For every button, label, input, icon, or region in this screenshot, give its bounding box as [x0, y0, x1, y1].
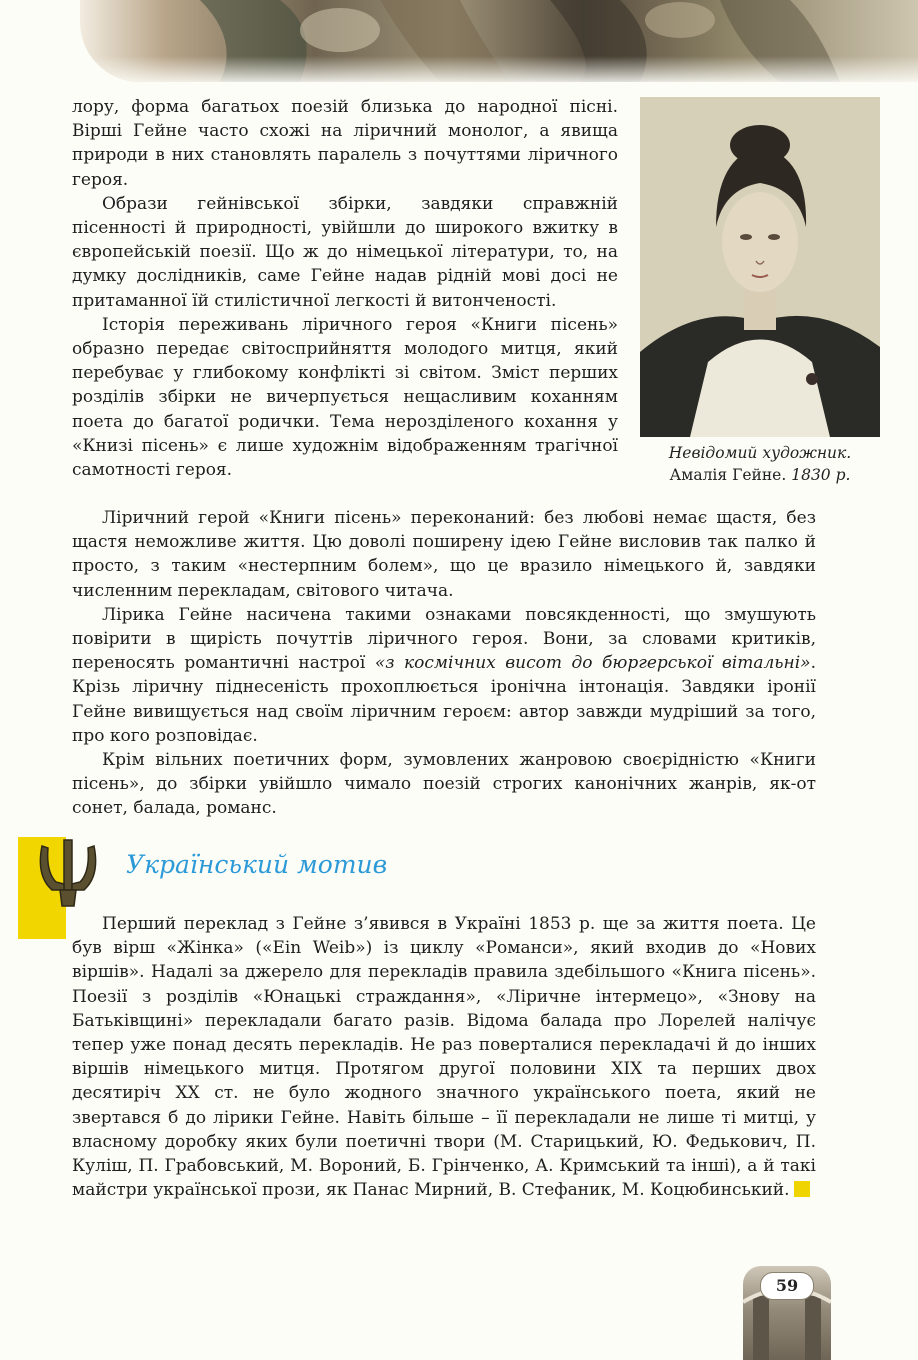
caption-artist: Невідомий художник. — [668, 444, 852, 462]
text-column-beside-image — [72, 95, 618, 482]
quote: «з космічних висот до бюргерської вітальні» — [374, 653, 811, 674]
paragraph-text: Перший переклад з Гейне з’явився в Україні 1853 р. ще за життя поета. Це був вірш «Жінка» («Ein Weib») із циклу «Романси», який входив до «Нових віршів». Надалі за джерело для перекладів правила здебільшого «Книга пісень». Поезії з розділів «Юнацькі страждання», «Ліричне інтермецо», «Знову на Батьківщині» перекладали багато разів. Відома балада про Лорелей налічує тепер уже понад десять перекладів. Не раз поверталися перекладачі й до інших віршів німецького митця. Протягом другої половини XIX та перших двох десятиріч XX ст. не було жодного значного українського поета, який не звертався б до лірики Гейне. Навіть більше – її перекладали не лише ті митці, у власному доробку яких були поетичні твори (М. Старицький, Ю. Федькович, П. Куліш, П. Грабовський, М. Вороний, Б. Грінченко, А. Кримський та інші), а й такі майстри української прози, як Панас Мирний, В. Стефаник, М. Коцюбинський. — [72, 914, 816, 1201]
paragraph-text: . Крізь ліричну піднесеність прохоплюється іронічна інтонація. Завдяки іронії Гейне вивищується над своїм ліричним героєм: автор завжди мудріший за того, про кого розповідає. — [72, 653, 816, 746]
section-title: Український мотив — [126, 850, 388, 879]
trident-icon — [34, 836, 102, 910]
paragraph-text: Лірика Гейне насичена такими ознаками повсякденності, що змушують повірити в щирість почуттів ліричного героя. Вони, за словами критиків, переносять романтичні настрої — [72, 604, 816, 674]
paragraph — [72, 912, 816, 1202]
section-text — [72, 912, 816, 1202]
paragraph: Крім вільних поетичних форм, зумовлених жанровою своєрідністю «Книги пісень», до збірки увійшло чимало поезій строгих канонічних жанрів, як-от сонет, балада, романс. — [72, 750, 816, 819]
paragraph — [72, 603, 816, 748]
header-decorative-image — [80, 0, 918, 82]
caption-title — [632, 464, 888, 486]
paragraph: Ліричний герой «Книги пісень» переконаний: без любові немає щастя, без щастя неможливе життя. Цю доволі поширену ідею Гейне висловив так палко й просто, з таким «нестерпним болем», що це вразило німецького й, завдяки численним перекладам, світового читача. — [72, 508, 816, 601]
paragraph: Історія переживань ліричного героя «Книги пісень» образно передає світосприйняття молодого митця, який перебуває у глибокому конфлікті зі світом. Зміст перших розділів збірки не вичерпується нещасливим коханням поета до багатої родички. Тема нерозділеного кохання у «Книзі пісень» є лише художнім відображенням трагічної самотності героя. — [72, 314, 618, 481]
portrait-caption — [632, 442, 888, 486]
caption-year: 1830 р. — [791, 466, 851, 484]
end-square-icon — [794, 1181, 810, 1197]
paragraph: лору, форма багатьох поезій близька до народної пісні. Вірші Гейне часто схожі на ліричний монолог, а явища природи в них становлять паралель з почуттями ліричного героя. — [72, 97, 618, 190]
page-number: 59 — [760, 1272, 814, 1300]
main-text — [72, 506, 816, 821]
caption-name: Амалія Гейне. — [669, 466, 787, 484]
portrait-image — [640, 97, 880, 437]
paragraph: Образи гейнівської збірки, завдяки справжній пісенності й природності, увійшли до широкого вжитку в європейській поезії. Що ж до німецької літератури, то, на думку дослідників, саме Гейне надав рідній мові досі не притаманної їй стилістичної легкості й витонченості. — [72, 193, 618, 311]
